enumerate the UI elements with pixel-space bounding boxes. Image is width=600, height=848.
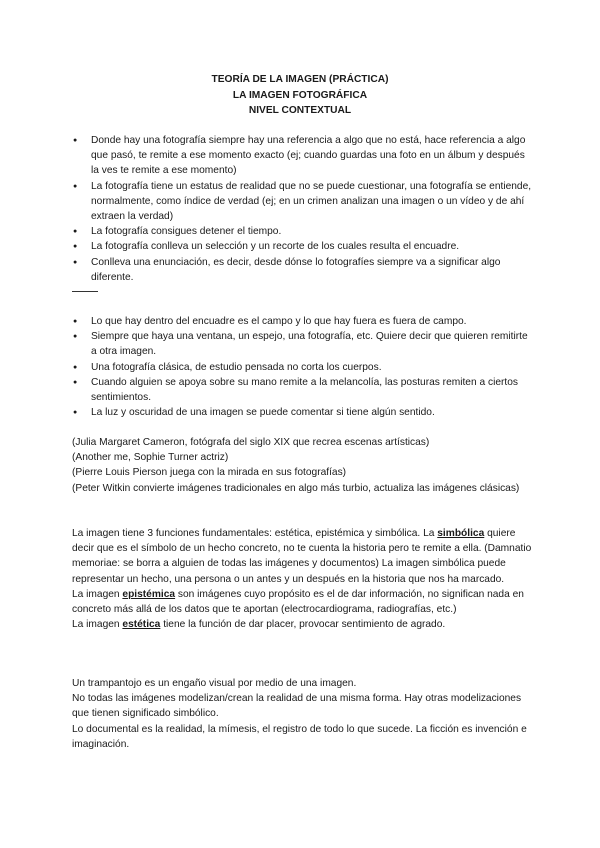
title-line-1: TEORÍA DE LA IMAGEN (PRÁCTICA) [211, 74, 389, 85]
paragraph-text: quiere decir que es el símbolo de un hecho concreto, no te cuenta la historia pero te remite a ella. (Damnatio memoriae: se borra a alguien de todas las imágenes y documentos) La imagen simbólica puede representar un hecho, una persona o un antes y un después en la historia que nos ha marcado. [72, 528, 532, 585]
closing-line: Lo documental es la realidad, la mímesis, el registro de todo lo que sucede. La ficción es invención e imaginación. [72, 723, 527, 750]
list-item: ● Siempre que haya una ventana, un espejo, una fotografía, etc. Quiere decir que quieren remitirte a otra imagen. [73, 329, 533, 359]
reference-note: (Pierre Louis Pierson juega con la mirada en sus fotografías) [72, 467, 347, 479]
list-item: ● La fotografía consigues detener el tiempo. [73, 224, 533, 239]
title-line-3: NIVEL CONTEXTUAL [248, 105, 352, 116]
paragraph-text: La imagen tiene 3 funciones fundamentales: estética, epistémica y simbólica. La [72, 528, 438, 539]
keyword-estetica: estética [122, 619, 161, 631]
epistemica-paragraph [72, 587, 532, 617]
estetica-paragraph [72, 617, 532, 632]
list-item: ● Lo que hay dentro del encuadre es el campo y lo que hay fuera es fuera de campo. [73, 314, 533, 329]
closing-block [72, 676, 532, 752]
reference-note: (Another me, Sophie Turner actriz) [72, 452, 229, 464]
list-item: ● Una fotografía clásica, de estudio pensada no corta los cuerpos. [73, 360, 533, 375]
bullet-list-1 [73, 133, 533, 285]
list-item: ● La fotografía conlleva un selección y un recorte de los cuales resulta el encuadre. [73, 239, 533, 254]
references-block [72, 435, 532, 496]
list-item: ● Cuando alguien se apoya sobre su mano remite a la melancolía, las posturas remiten a ciertos sentimientos. [73, 375, 533, 405]
reference-note: (Peter Witkin convierte imágenes tradicionales en algo más turbio, actualiza las imágenes clásicas) [72, 482, 520, 494]
list-item: ● Donde hay una fotografía siempre hay una referencia a algo que no está, hace referencia a algo que pasó, te remite a ese momento exacto (ej; cuando guardas una foto en un álbum y después la ves te remite a ese momento) [73, 133, 533, 179]
keyword-epistemica: epistémica [122, 588, 176, 600]
keyword-simbolica: simbólica [437, 528, 485, 539]
separator-line [72, 291, 98, 292]
paragraph-text: son imágenes cuyo propósito es el de dar información, no significan nada en concreto más allá de los datos que te aportan (electrocardiograma, radiografías, etc.) [72, 588, 524, 616]
paragraph-text: La imagen [72, 588, 123, 600]
paragraph-text: tiene la función de dar placer, provocar sentimiento de agrado. [160, 619, 446, 631]
reference-note: (Julia Margaret Cameron, fotógrafa del siglo XIX que recrea escenas artísticas) [72, 437, 430, 448]
list-item: ● La luz y oscuridad de una imagen se puede comentar si tiene algún sentido. [73, 405, 533, 420]
closing-line: Un trampantojo es un engaño visual por medio de una imagen. [72, 678, 357, 689]
closing-line: No todas las imágenes modelizan/crean la realidad de una misma forma. Hay otras modelizaciones que tienen significado simbólico. [72, 693, 522, 720]
functions-block [72, 526, 532, 632]
simbolica-paragraph [72, 526, 532, 587]
paragraph-text: La imagen [72, 619, 123, 631]
list-item: ● Conlleva una enunciación, es decir, desde dónse lo fotografíes siempre va a significar algo diferente. [73, 255, 533, 285]
bullet-list-2 [73, 314, 533, 420]
list-item: ● La fotografía tiene un estatus de realidad que no se puede cuestionar, una fotografía se entiende, normalmente, como índice de verdad (ej; en un crimen analizan una imagen o un vídeo y de ahí extraen la verdad) [73, 179, 533, 225]
title-line-2: LA IMAGEN FOTOGRÁFICA [232, 90, 368, 101]
